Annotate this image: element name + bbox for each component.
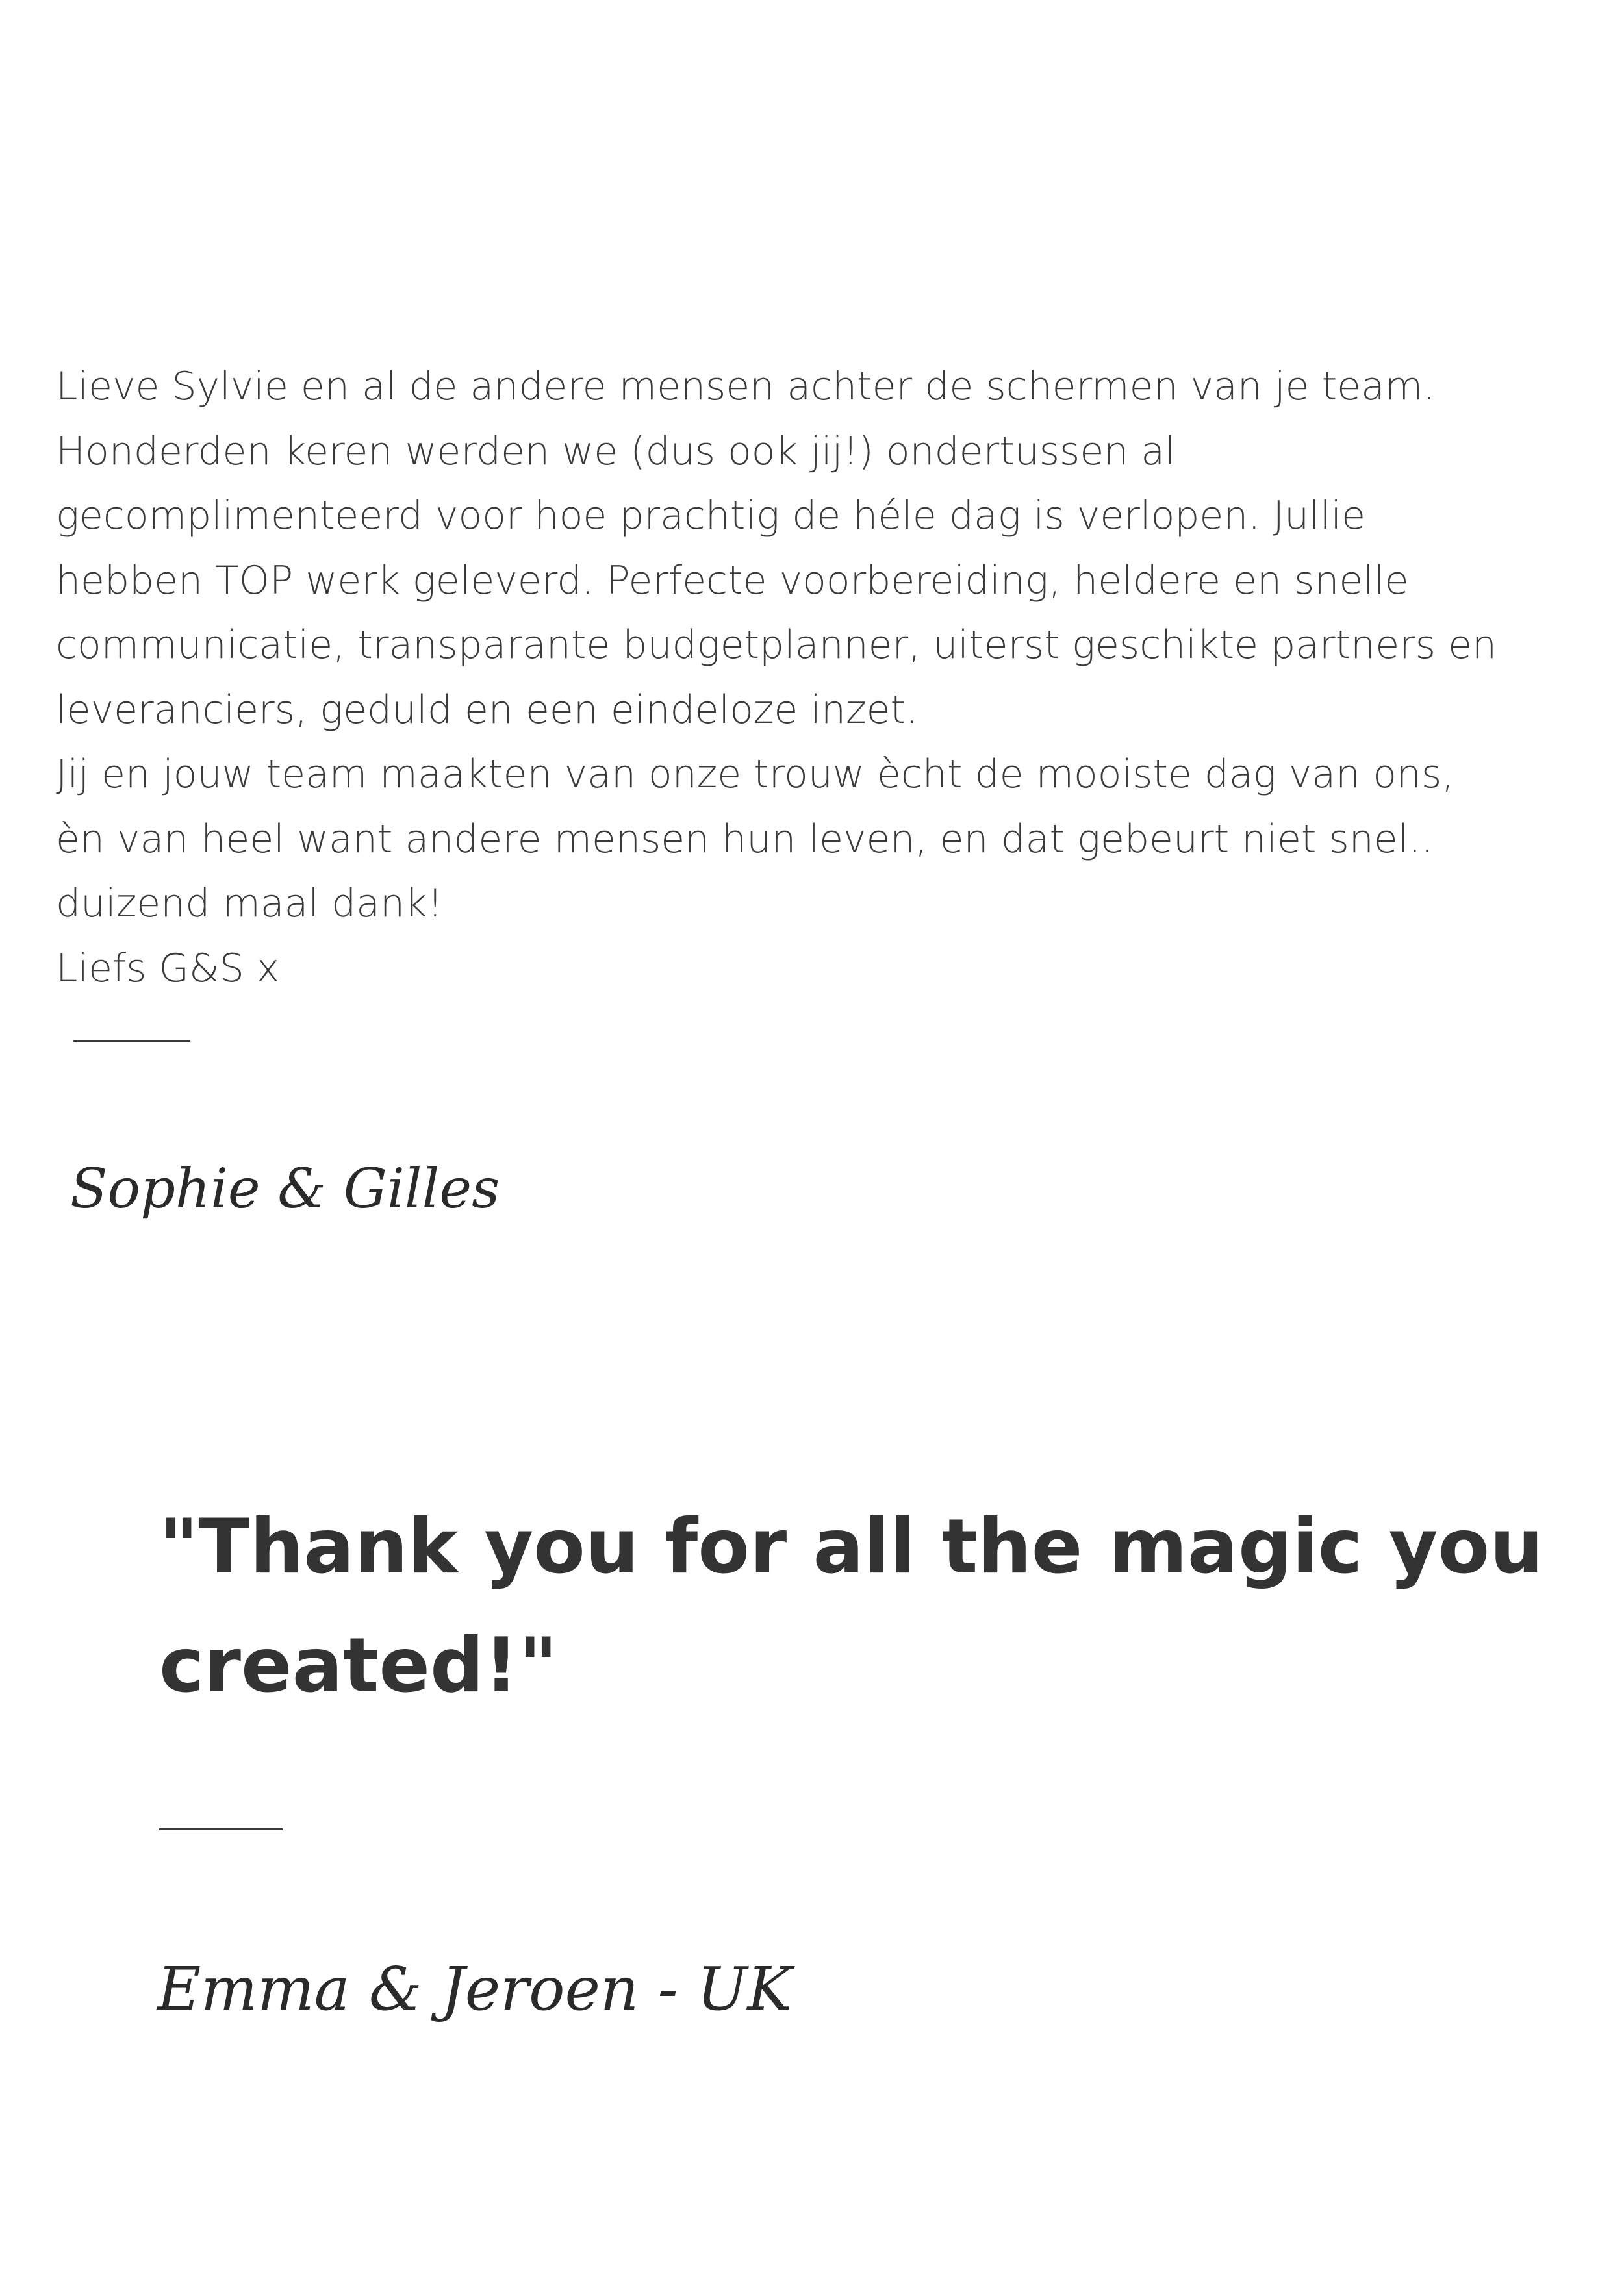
body-line: communicatie, transparante budgetplanner, uiterst geschikte partners en [56,622,1497,668]
body-line: Liefs G&S x [56,945,280,991]
quote-line: created!" [159,1622,558,1709]
divider-line [159,1828,283,1830]
body-line: duizend maal dank! [56,881,443,926]
quote-line: "Thank you for all the magic you [159,1503,1543,1591]
body-line: hebben TOP werk geleverd. Perfecte voorbereiding, heldere en snelle [56,557,1409,603]
testimonial-2-quote [159,1487,1575,1725]
divider-line [73,1040,190,1042]
body-line: Jij en jouw team maakten van onze trouw ècht de mooiste dag van ons, [56,751,1454,797]
body-line: leveranciers, geduld en een eindeloze inzet. [56,687,919,733]
testimonial-1-author: Sophie & Gilles [70,1157,500,1220]
body-line: Lieve Sylvie en al de andere mensen achter de schermen van je team. [56,364,1436,409]
body-line: Honderden keren werden we (dus ook jij!) ondertussen al [56,428,1176,474]
testimonial-1-body [56,355,1589,1001]
testimonial-2-author: Emma & Jeroen - UK [157,1954,793,2024]
body-line: gecomplimenteerd voor hoe prachtig de héle dag is verlopen. Jullie [56,493,1366,538]
body-line: èn van heel want andere mensen hun leven, en dat gebeurt niet snel.. [56,816,1434,862]
